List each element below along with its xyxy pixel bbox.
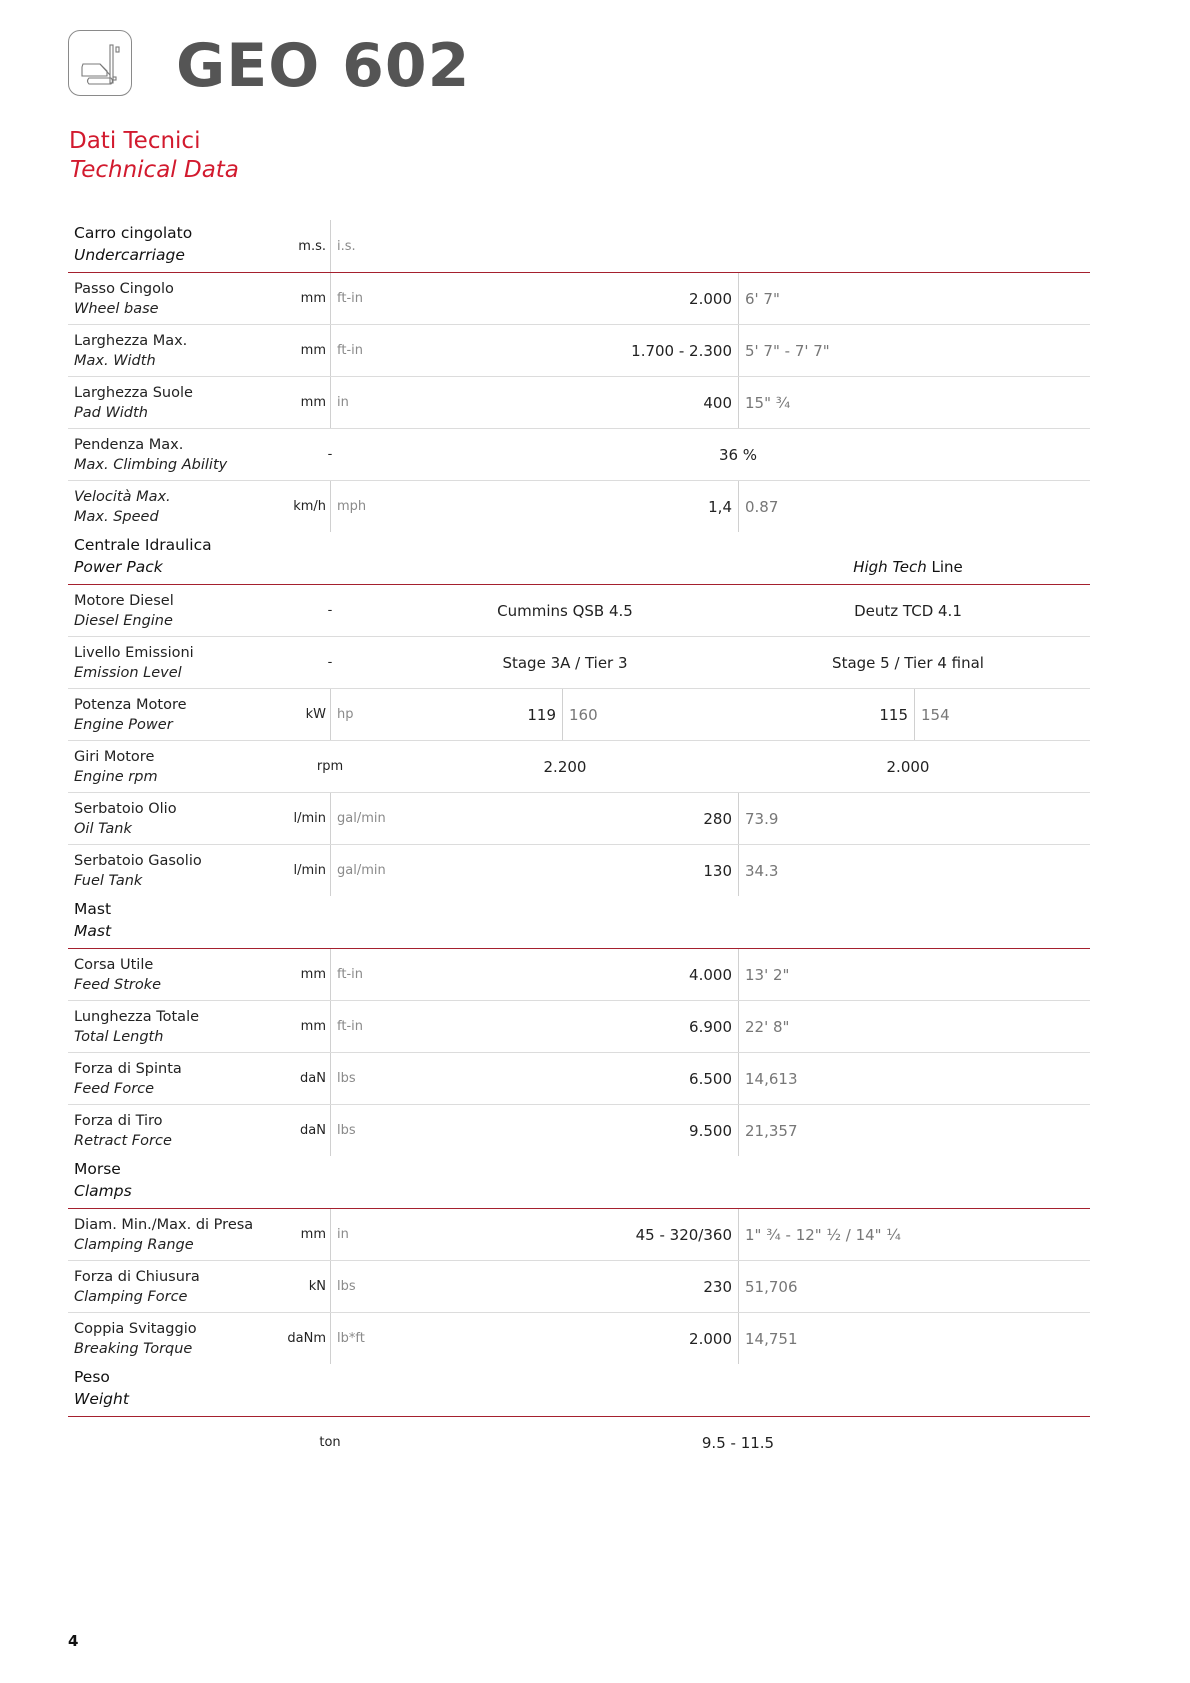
value-metric: 9.500 xyxy=(689,1121,732,1140)
column-divider xyxy=(914,689,915,740)
column-divider xyxy=(330,1105,331,1156)
section-heading-italian: Dati Tecnici xyxy=(69,128,201,154)
value-high-tech: 2.000 xyxy=(886,757,930,776)
value-metric: 1.700 - 2.300 xyxy=(631,341,732,360)
unit-metric: mm xyxy=(300,967,326,982)
table-row xyxy=(68,1261,1090,1313)
row-label-it: Motore Diesel xyxy=(74,593,174,609)
row-label-it: Corsa Utile xyxy=(74,957,154,973)
column-divider xyxy=(330,949,331,1000)
column-divider xyxy=(330,1313,331,1364)
section-title-it: Peso xyxy=(74,1368,110,1386)
row-label-it: Diam. Min./Max. di Presa xyxy=(74,1217,254,1233)
section-title-en: Undercarriage xyxy=(74,246,185,264)
high-tech-line-label xyxy=(738,558,1078,576)
row-label-en: Breaking Torque xyxy=(74,1341,193,1357)
line-label-italic: High Tech xyxy=(853,558,927,576)
unit-imperial: hp xyxy=(337,707,354,722)
row-label-it: Forza di Spinta xyxy=(74,1061,182,1077)
unit-imperial: ft-in xyxy=(337,967,363,982)
unit-system-metric: m.s. xyxy=(298,238,326,254)
unit-metric: mm xyxy=(300,1019,326,1034)
unit: rpm xyxy=(316,759,344,774)
unit-metric: kN xyxy=(308,1279,326,1294)
table-row xyxy=(68,325,1090,377)
unit-metric: daN xyxy=(300,1071,326,1086)
table-row xyxy=(68,273,1090,325)
unit: - xyxy=(327,447,333,462)
column-divider xyxy=(738,1261,739,1312)
column-divider xyxy=(330,1209,331,1260)
row-label-en: Engine rpm xyxy=(74,769,158,785)
row-label-it: Coppia Svitaggio xyxy=(74,1321,197,1337)
column-divider xyxy=(330,845,331,896)
value: 9.5 - 11.5 xyxy=(701,1433,775,1452)
value-imperial: 73.9 xyxy=(745,809,779,828)
column-divider xyxy=(330,1053,331,1104)
value-metric: 2.000 xyxy=(689,289,732,308)
unit-imperial: ft-in xyxy=(337,1019,363,1034)
row-label-it: Lunghezza Totale xyxy=(74,1009,200,1025)
table-row xyxy=(68,689,1090,741)
table-row xyxy=(68,1053,1090,1105)
table-row xyxy=(68,637,1090,689)
section-header-clamps xyxy=(68,1156,1090,1209)
row-label-it: Larghezza Suole xyxy=(74,385,193,401)
value-imperial: 21,357 xyxy=(745,1121,798,1140)
unit-imperial: ft-in xyxy=(337,291,363,306)
unit-metric: l/min xyxy=(293,863,326,878)
column-divider xyxy=(738,325,739,376)
row-label-en: Engine Power xyxy=(74,717,173,733)
row-label-it: Giri Motore xyxy=(74,749,155,765)
value-metric: 1,4 xyxy=(708,497,732,516)
row-label-en: Clamping Range xyxy=(74,1237,194,1253)
value-high-tech: Deutz TCD 4.1 xyxy=(854,601,962,620)
value-imperial: 14,613 xyxy=(745,1069,798,1088)
section-header-mast xyxy=(68,896,1090,949)
value-imperial: 13' 2" xyxy=(745,965,790,984)
value-imperial: 6' 7" xyxy=(745,289,780,308)
section-title-it: Carro cingolato xyxy=(74,224,193,242)
section-header-weight xyxy=(68,1364,1090,1417)
logo-icon-box xyxy=(68,30,132,96)
row-label-en: Emission Level xyxy=(74,665,182,681)
row-label-it: Pendenza Max. xyxy=(74,437,184,453)
column-divider xyxy=(738,481,739,532)
unit-imperial: lb*ft xyxy=(337,1331,365,1346)
table-row xyxy=(68,1313,1090,1364)
value-metric: 130 xyxy=(703,861,732,880)
section-title-en: Weight xyxy=(74,1390,129,1408)
value-standard-metric: 119 xyxy=(527,705,556,724)
value: 36 % xyxy=(718,445,758,464)
value-metric: 2.000 xyxy=(689,1329,732,1348)
unit-metric: daN xyxy=(300,1123,326,1138)
section-title-en: Clamps xyxy=(74,1182,132,1200)
table-row xyxy=(68,429,1090,481)
column-divider xyxy=(330,689,331,740)
value-standard-imperial: 160 xyxy=(569,705,598,724)
column-divider xyxy=(738,1001,739,1052)
column-divider xyxy=(738,377,739,428)
column-divider xyxy=(738,949,739,1000)
unit-imperial: ft-in xyxy=(337,343,363,358)
table-row xyxy=(68,1209,1090,1261)
unit-metric: l/min xyxy=(293,811,326,826)
column-divider xyxy=(738,1313,739,1364)
row-label-en: Diesel Engine xyxy=(74,613,173,629)
table-row xyxy=(68,585,1090,637)
column-divider xyxy=(330,325,331,376)
unit-metric: km/h xyxy=(293,499,326,514)
table-row xyxy=(68,949,1090,1001)
row-label-en: Feed Stroke xyxy=(74,977,162,993)
column-divider xyxy=(738,1105,739,1156)
column-divider xyxy=(330,1001,331,1052)
unit-imperial: lbs xyxy=(337,1123,356,1138)
line-label-rest: Line xyxy=(926,558,963,576)
column-divider xyxy=(330,1261,331,1312)
value-metric: 230 xyxy=(703,1277,732,1296)
value-metric: 6.500 xyxy=(689,1069,732,1088)
unit: - xyxy=(327,603,333,618)
column-divider xyxy=(330,377,331,428)
row-label-en: Max. Climbing Ability xyxy=(74,457,228,473)
table-row xyxy=(68,741,1090,793)
value-metric: 45 - 320/360 xyxy=(635,1225,732,1244)
row-label-it: Serbatoio Olio xyxy=(74,801,177,817)
section-title-it: Morse xyxy=(74,1160,121,1178)
drilling-rig-icon xyxy=(69,31,133,97)
table-row xyxy=(68,1105,1090,1156)
value-standard: Cummins QSB 4.5 xyxy=(497,601,633,620)
value-imperial: 5' 7" - 7' 7" xyxy=(745,341,830,360)
row-label-it: Serbatoio Gasolio xyxy=(74,853,202,869)
unit-imperial: lbs xyxy=(337,1279,356,1294)
row-label-en: Feed Force xyxy=(74,1081,155,1097)
value-high-tech-metric: 115 xyxy=(879,705,908,724)
row-label-en: Retract Force xyxy=(74,1133,172,1149)
unit-system-imperial: i.s. xyxy=(337,238,356,254)
section-title-it: Mast xyxy=(74,900,112,918)
section-heading-english: Technical Data xyxy=(70,157,239,183)
column-divider xyxy=(738,273,739,324)
column-divider xyxy=(330,220,331,272)
value-high-tech-imperial: 154 xyxy=(921,705,950,724)
unit-metric: kW xyxy=(305,707,326,722)
unit-metric: mm xyxy=(300,291,326,306)
row-label-it: Forza di Chiusura xyxy=(74,1269,200,1285)
value-imperial: 14,751 xyxy=(745,1329,798,1348)
table-row xyxy=(68,793,1090,845)
value-imperial: 0.87 xyxy=(745,497,779,516)
row-label-en: Oil Tank xyxy=(74,821,132,837)
row-label-en: Clamping Force xyxy=(74,1289,188,1305)
section-title-en: Mast xyxy=(74,922,112,940)
unit-metric: mm xyxy=(300,395,326,410)
row-label-en: Pad Width xyxy=(74,405,148,421)
row-label-it: Velocità Max. xyxy=(74,489,171,505)
column-divider xyxy=(330,793,331,844)
row-label-en: Fuel Tank xyxy=(74,873,143,889)
unit-imperial: gal/min xyxy=(337,811,386,826)
value-metric: 280 xyxy=(703,809,732,828)
column-divider xyxy=(738,793,739,844)
unit-imperial: gal/min xyxy=(337,863,386,878)
unit: ton xyxy=(319,1435,341,1450)
value-high-tech: Stage 5 / Tier 4 final xyxy=(832,653,984,672)
row-label-en: Max. Width xyxy=(74,353,156,369)
row-label-en: Total Length xyxy=(74,1029,164,1045)
unit-metric: mm xyxy=(300,1227,326,1242)
row-label-en: Wheel base xyxy=(74,301,159,317)
column-divider xyxy=(330,273,331,324)
table-row xyxy=(68,1001,1090,1053)
page-number: 4 xyxy=(68,1632,79,1650)
row-label-it: Livello Emissioni xyxy=(74,645,194,661)
column-divider xyxy=(562,689,563,740)
row-label-it: Larghezza Max. xyxy=(74,333,188,349)
unit-imperial: in xyxy=(337,395,349,410)
value-metric: 4.000 xyxy=(689,965,732,984)
value-metric: 6.900 xyxy=(689,1017,732,1036)
column-divider xyxy=(738,1209,739,1260)
unit-imperial: lbs xyxy=(337,1071,356,1086)
table-row xyxy=(68,377,1090,429)
section-title-it: Centrale Idraulica xyxy=(74,536,212,554)
technical-data-table xyxy=(68,220,1090,1468)
unit-metric: daNm xyxy=(287,1331,326,1346)
value-imperial: 34.3 xyxy=(745,861,779,880)
value-imperial: 51,706 xyxy=(745,1277,798,1296)
row-label-it: Passo Cingolo xyxy=(74,281,174,297)
column-divider xyxy=(738,845,739,896)
table-row xyxy=(68,845,1090,896)
table-row xyxy=(68,481,1090,532)
unit-imperial: in xyxy=(337,1227,349,1242)
unit-metric: mm xyxy=(300,343,326,358)
row-label-en: Max. Speed xyxy=(74,509,159,525)
model-title: GEO 602 xyxy=(176,31,471,101)
row-label-it: Forza di Tiro xyxy=(74,1113,163,1129)
section-header-power-pack xyxy=(68,532,1090,585)
value-metric: 400 xyxy=(703,393,732,412)
column-divider xyxy=(738,1053,739,1104)
value-imperial: 15" ¾ xyxy=(745,393,791,412)
value-imperial: 1" ¾ - 12" ½ / 14" ¼ xyxy=(745,1225,901,1244)
value-standard: 2.200 xyxy=(543,757,587,776)
unit-imperial: mph xyxy=(337,499,367,514)
section-title-en: Power Pack xyxy=(74,558,163,576)
section-header-undercarriage xyxy=(68,220,1090,273)
row-label-it: Potenza Motore xyxy=(74,697,187,713)
unit: - xyxy=(327,655,333,670)
column-divider xyxy=(330,481,331,532)
table-row xyxy=(68,1417,1090,1468)
value-imperial: 22' 8" xyxy=(745,1017,790,1036)
value-standard: Stage 3A / Tier 3 xyxy=(502,653,628,672)
